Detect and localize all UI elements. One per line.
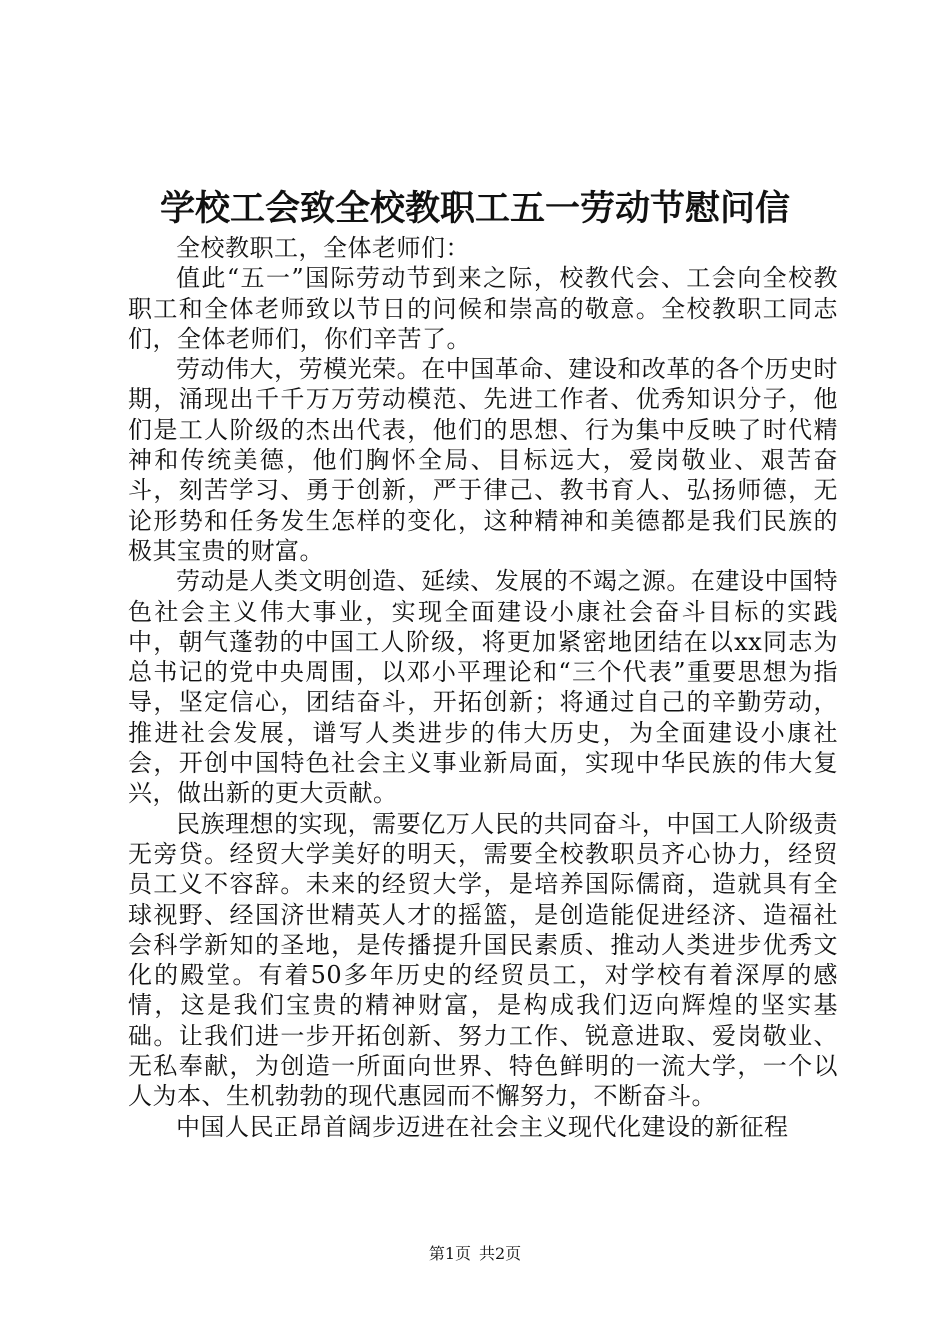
paragraph: 民族理想的实现，需要亿万人民的共同奋斗，中国工人阶级责无旁贷。经贸大学美好的明天，需要全校教职员齐心协力，经贸员工义不容辞。未来的经贸大学，是培养国际儒商，造就具有全球视野、经国济世精英人才的摇篮，是创造能促进经济、造福社会科学新知的圣地，是传播提升国民素质、推动人类进步优秀文化的殿堂。有着50多年历史的经贸员工，对学校有着深厚的感情，这是我们宝贵的精神财富，是构成我们迈向辉煌的坚实基础。让我们进一步开拓创新、努力工作、锐意进取、爱岗敬业、无私奉献，为创造一所面向世界、特色鲜明的一流大学，一个以人为本、生机勃勃的现代惠园而不懈努力，不断奋斗。 (128, 809, 838, 1111)
paragraph: 劳动是人类文明创造、延续、发展的不竭之源。在建设中国特色社会主义伟大事业，实现全面建设小康社会奋斗目标的实践中，朝气蓬勃的中国工人阶级，将更加紧密地团结在以xx同志为总书记的党中央周围，以邓小平理论和“三个代表”重要思想为指导，坚定信心，团结奋斗，开拓创新；将通过自己的辛勤劳动，推进社会发展，谱写人类进步的伟大历史，为全面建设小康社会，开创中国特色社会主义事业新局面，实现中华民族的伟大复兴，做出新的更大贡献。 (128, 567, 838, 808)
salutation: 全校教职工，全体老师们： (176, 234, 470, 262)
page-footer (0, 1244, 950, 1264)
letter-body (128, 233, 838, 1142)
paragraph: 中国人民正昂首阔步迈进在社会主义现代化建设的新征程 (176, 1112, 789, 1141)
page-number: 第1页 (428, 1244, 471, 1263)
paragraph: 劳动伟大，劳模光荣。在中国革命、建设和改革的各个历史时期，涌现出千千万万劳动模范、先进工作者、优秀知识分子，他们是工人阶级的杰出代表，他们的思想、行为集中反映了时代精神和传统美德，他们胸怀全局、目标远大，爱岗敬业、艰苦奋斗，刻苦学习、勇于创新，严于律己、教书育人、弘扬师德，无论形势和任务发生怎样的变化，这种精神和美德都是我们民族的极其宝贵的财富。 (128, 355, 838, 565)
document-title: 学校工会致全校教职工五一劳动节慰问信 (159, 188, 790, 229)
page-total: 共2页 (479, 1244, 522, 1263)
paragraph: 值此“五一”国际劳动节到来之际，校教代会、工会向全校教职工和全体老师致以节日的问候和崇高的敬意。全校教职工同志们，全体老师们，你们辛苦了。 (128, 264, 838, 353)
